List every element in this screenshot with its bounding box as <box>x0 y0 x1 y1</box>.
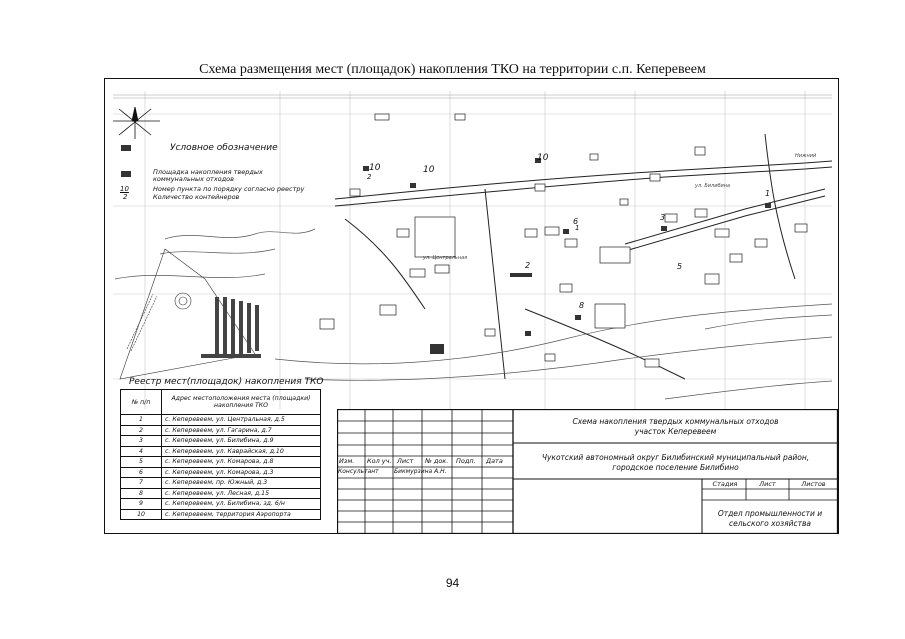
terrain-contours <box>115 229 832 399</box>
map-label-site-10b: 10 <box>423 165 435 175</box>
legend-number-label: Номер пункта по порядку согласно реестру <box>153 185 305 193</box>
map-label-site-3: 3 <box>660 213 666 222</box>
registry-header-num: № п/п <box>121 390 162 415</box>
map-label-site-1: 1 <box>765 189 771 198</box>
stamp-consultant-role: Консультант <box>338 468 379 475</box>
map-label-site-5: 5 <box>677 262 683 271</box>
legend-number-symbol-bottom: 2 <box>123 193 128 201</box>
legend-count-label: Количество контейнеров <box>153 193 240 201</box>
stamp-region-line1: Чукотский автономный округ Билибинский муниципальный район, <box>541 453 810 462</box>
stamp-col-kol: Кол уч. <box>367 457 392 465</box>
map-label-site-10c: 10 <box>537 153 549 163</box>
table-row: 10 с. Кеперевеем, территория Аэропорта <box>121 509 321 520</box>
table-row: 3 с. Кеперевеем, ул. Билибина, д.9 <box>121 436 321 447</box>
stamp-sheet: Лист <box>759 480 776 488</box>
map-label-count-1: 1 <box>575 224 580 232</box>
title-block <box>337 409 838 534</box>
map-border-hatch <box>113 95 832 98</box>
map-label-street-1: ул. Билибина <box>695 183 731 189</box>
stamp-dept-line1: Отдел промышленности и <box>717 509 823 518</box>
stamp-dept-line2: сельского хозяйства <box>728 519 812 528</box>
map-label-count-2: 2 <box>367 173 372 181</box>
legend-site-icon <box>121 171 131 177</box>
legend-title: Условное обозначение <box>170 143 278 153</box>
stamp-col-data: Дата <box>486 457 503 465</box>
table-row: 5 с. Кеперевеем, ул. Комарова, д.8 <box>121 457 321 468</box>
registry-header-address: Адрес местоположения места (площадки) накопления ТКО <box>162 390 321 415</box>
stamp-stage: Стадия <box>712 480 738 488</box>
legend-number-symbol-top: 10 <box>120 185 129 193</box>
village-buildings <box>320 114 807 367</box>
legend-site-label: Площадка накопления твердых коммунальных отходов <box>153 168 263 183</box>
table-row: 6 с. Кеперевеем, ул. Комарова, д.3 <box>121 467 321 478</box>
stamp-col-list: Лист <box>397 457 414 465</box>
stamp-region-line2: городское поселение Билибино <box>612 463 739 472</box>
map-sheet <box>104 78 839 534</box>
map-label-site-6: 6 <box>573 217 579 226</box>
airport-buildings <box>201 297 261 358</box>
table-row: 4 с. Кеперевеем, ул. Каврайская, д.10 <box>121 446 321 457</box>
table-row: 9 с. Кеперевеем, ул. Билибина, зд. 6/н <box>121 499 321 510</box>
roads <box>335 134 832 379</box>
map-label-site-2: 2 <box>525 261 531 270</box>
scheme-title-line2: участок Кеперевеем <box>634 427 717 436</box>
map-label-street-2: ул. Центральная <box>423 255 468 261</box>
stamp-col-podp: Подп. <box>456 457 476 465</box>
registry-table <box>120 389 321 520</box>
table-row: 1 с. Кеперевеем, ул. Центральная, д.5 <box>121 415 321 426</box>
table-row: 8 с. Кеперевеем, ул. Лесная, д.15 <box>121 488 321 499</box>
registry-title: Реестр мест(площадок) накопления ТКО <box>129 377 324 387</box>
stamp-col-izm: Изм. <box>339 457 355 465</box>
page-number: 94 <box>445 576 460 590</box>
stamp-col-doc: № док. <box>425 457 449 465</box>
table-row: 2 с. Кеперевеем, ул. Гагарина, д.7 <box>121 425 321 436</box>
map-label-site-10a: 10 <box>369 163 381 173</box>
table-row: 7 с. Кеперевеем, пр. Южный, д.3 <box>121 478 321 489</box>
compass-rose-icon <box>113 107 160 139</box>
map-grid <box>113 91 832 409</box>
scheme-title-line1: Схема накопления твердых коммунальных отходов <box>572 417 779 426</box>
map-label-street-3: Нижний <box>795 153 817 159</box>
map-label-site-8: 8 <box>579 301 585 310</box>
page-title: Схема размещения мест (площадок) накопления ТКО на территории с.п. Кеперевеем <box>199 62 706 77</box>
stamp-sheets: Листов <box>801 480 826 488</box>
stamp-consultant-name: Бикмурзина А.Н. <box>394 468 447 475</box>
